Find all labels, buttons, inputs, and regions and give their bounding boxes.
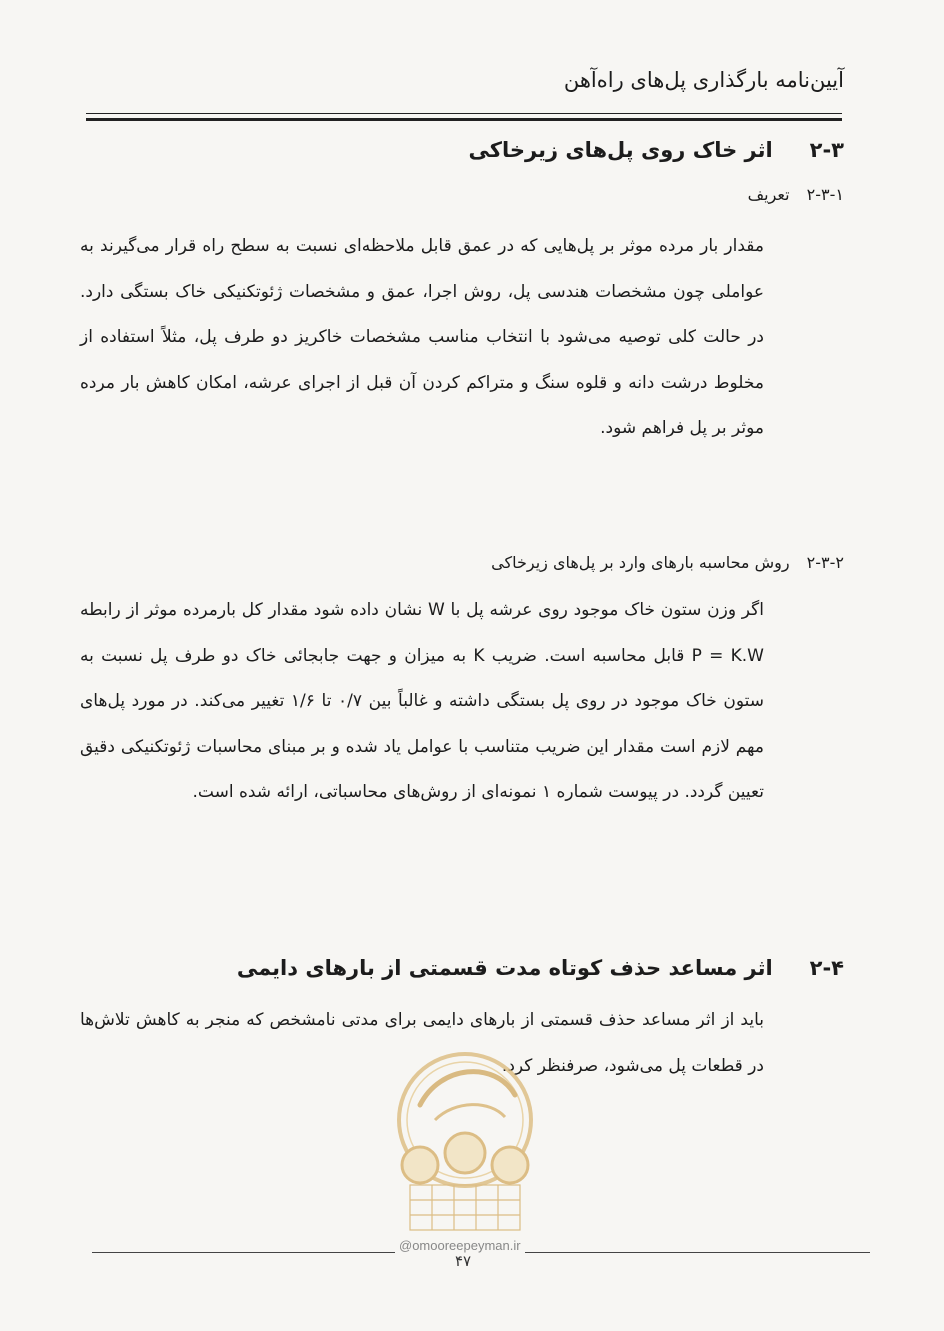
paragraph-2-3-2: اگر وزن ستون خاک موجود روی عرشه پل با W نشان داده شود مقدار کل بارمرده موثر از رابطه P = K.W قابل محاسبه است. ضریب K به میزان و جهت جابجائی خاک دو طرف پل نسبت به ستون خاک موجود در روی پل بستگی داشته و غالباً بین ۰/۷ تا ۱/۶ تغییر می‌کند. در مورد پل‌های مهم لازم است مقدار این ضریب متناسب با عوامل یاد شده و بر مبنای محاسبات ژئوتکنیکی دقیق تعیین گردد. در پیوست شماره ۱ نمونه‌ای از روش‌های محاسباتی، ارائه شده است.	[80, 600, 765, 803]
header-rule-thin	[86, 113, 842, 114]
section-2-4-heading	[237, 956, 844, 980]
seal-logo-icon	[380, 1045, 550, 1240]
subsection-title: روش محاسبه بارهای وارد بر پل‌های زیرخاکی	[491, 553, 790, 572]
header-rule-thick	[86, 118, 842, 121]
section-number: ۲-۳	[809, 138, 844, 162]
subsection-number: ۲-۳-۱	[806, 185, 844, 204]
paragraph-2-3-1: مقدار بار مرده موثر بر پل‌هایی که در عمق قابل ملاحظه‌ای نسبت به سطح راه قرار می‌گیرند به عواملی چون مشخصات هندسی پل، روش اجرا، عمق و مشخصات ژئوتکنیکی خاک بستگی دارد. در حالت کلی توصیه می‌شود با انتخاب مناسب مشخصات خاکریز دو طرف پل، مثلاً استفاده از مخلوط درشت دانه و قلوه سنگ و متراکم کردن آن قبل از اجرای عرشه، امکان کاهش بار مرده موثر بر پل فراهم شود.	[80, 236, 764, 439]
page-number: ۴۷	[455, 1252, 472, 1270]
running-header-title: آیین‌نامه بارگذاری پل‌های راه‌آهن	[563, 68, 844, 92]
subsection-number: ۲-۳-۲	[806, 553, 844, 572]
footer-website: @omooreepeyman.ir	[395, 1238, 525, 1253]
subsection-title: تعریف	[747, 185, 790, 204]
subsection-2-3-2-heading	[491, 553, 844, 572]
section-number: ۲-۴	[809, 956, 844, 980]
paragraph-2-4: باید از اثر مساعد حذف قسمتی از بارهای دایمی برای مدتی نامشخص که منجر به کاهش تلاش‌ها در قطعات پل می‌شود، صرفنظر کرد.	[80, 1010, 764, 1076]
subsection-2-3-1-heading	[748, 185, 844, 204]
section-2-3-heading	[469, 138, 844, 162]
section-title: اثر مساعد حذف کوتاه مدت قسمتی از بارهای دایمی	[236, 956, 773, 980]
section-title: اثر خاک روی پل‌های زیرخاکی	[468, 138, 773, 162]
